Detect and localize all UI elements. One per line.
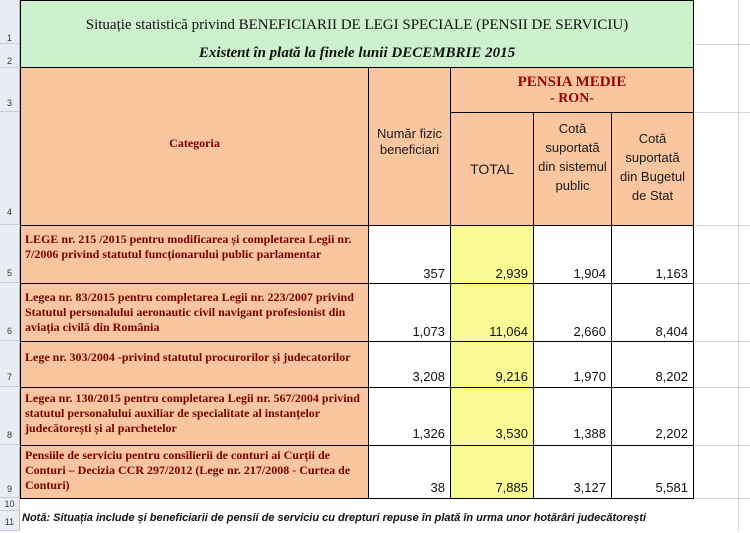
cell-public-1[interactable] bbox=[533, 225, 612, 284]
value-numar: 357 bbox=[423, 266, 445, 281]
row-categoria-4[interactable] bbox=[20, 387, 369, 446]
report-subtitle: Existent în plată la finele lunii DECEMBRIE 2015 bbox=[198, 45, 516, 61]
grid-line bbox=[694, 112, 750, 113]
cell-numar-3[interactable] bbox=[368, 341, 451, 388]
value-public: 1,970 bbox=[573, 369, 606, 384]
row-number[interactable]: 7 bbox=[0, 341, 19, 387]
row-number[interactable]: 4 bbox=[0, 112, 19, 225]
header-total[interactable] bbox=[450, 112, 534, 226]
value-numar: 38 bbox=[430, 480, 445, 495]
row-number[interactable]: 3 bbox=[0, 68, 19, 112]
categoria-text: Pensiile de serviciu pentru consilierii de conturi ai Curții de Conturi – Decizia CCR 297/2012 (Lege nr. 217/2008 - Curtea de Conturi) bbox=[25, 448, 351, 492]
value-stat: 1,163 bbox=[655, 266, 688, 281]
header-numar-beneficiari[interactable] bbox=[368, 67, 451, 226]
cell-numar-4[interactable] bbox=[368, 387, 451, 446]
cell-stat-5[interactable] bbox=[611, 445, 694, 499]
header-sistem-public-label: Cotă suportată din sistemul public bbox=[538, 121, 607, 193]
value-total: 3,530 bbox=[495, 426, 528, 441]
row-categoria-5[interactable] bbox=[20, 445, 369, 499]
header-pensia-medie[interactable] bbox=[450, 67, 694, 113]
cell-numar-1[interactable] bbox=[368, 225, 451, 284]
cell-public-4[interactable] bbox=[533, 387, 612, 446]
value-public: 2,660 bbox=[573, 324, 606, 339]
row-number[interactable]: 8 bbox=[0, 387, 19, 445]
header-sistem-public[interactable] bbox=[533, 112, 612, 226]
cell-stat-4[interactable] bbox=[611, 387, 694, 446]
row-number[interactable]: 5 bbox=[0, 225, 19, 283]
header-buget-stat[interactable] bbox=[611, 112, 694, 226]
title-block[interactable] bbox=[20, 0, 694, 68]
row-number[interactable]: 9 bbox=[0, 445, 19, 498]
header-categoria-label: Categoria bbox=[169, 136, 220, 150]
cell-stat-3[interactable] bbox=[611, 341, 694, 388]
grid-line bbox=[694, 445, 750, 446]
header-pensia-label: PENSIA MEDIE bbox=[517, 74, 627, 90]
cell-public-5[interactable] bbox=[533, 445, 612, 499]
grid-line bbox=[694, 283, 750, 284]
categoria-text: Legea nr. 83/2015 pentru completarea Legii nr. 223/2007 privind Statutul personalului aeronautic civil navigant profesionist din aviația civilă din România bbox=[25, 290, 354, 334]
grid-line bbox=[694, 225, 750, 226]
cell-numar-5[interactable] bbox=[368, 445, 451, 499]
cell-public-3[interactable] bbox=[533, 341, 612, 388]
value-numar: 3,208 bbox=[412, 369, 445, 384]
cell-numar-2[interactable] bbox=[368, 283, 451, 342]
row-number[interactable]: 1 bbox=[0, 0, 19, 44]
row-number[interactable]: 10 bbox=[0, 498, 19, 511]
footnote: Notă: Situația include și beneficiarii de pensii de serviciu cu drepturi repuse în plată în urma unor hotărâri judecătorești bbox=[22, 512, 647, 524]
value-total: 9,216 bbox=[495, 369, 528, 384]
row-categoria-1[interactable] bbox=[20, 225, 369, 284]
value-stat: 5,581 bbox=[655, 480, 688, 495]
report-title: Situație statistică privind BENEFICIARII DE LEGI SPECIALE (PENSII DE SERVICIU) bbox=[85, 17, 629, 33]
value-public: 1,388 bbox=[573, 426, 606, 441]
value-numar: 1,073 bbox=[412, 324, 445, 339]
row-number[interactable]: 6 bbox=[0, 283, 19, 341]
value-public: 3,127 bbox=[573, 480, 606, 495]
value-total: 11,064 bbox=[489, 324, 528, 339]
cell-total-1[interactable] bbox=[450, 225, 534, 284]
header-buget-stat-label: Cotă suportată din Bugetul de Stat bbox=[619, 131, 686, 203]
cell-total-5[interactable] bbox=[450, 445, 534, 499]
grid-line bbox=[694, 341, 750, 342]
categoria-text: Legea nr. 130/2015 pentru completarea Legii nr. 567/2004 privind statutul personalului auxiliar de specialitate al instanțelor judecătorești și al parchetelor bbox=[25, 391, 360, 435]
categoria-text: Lege nr. 303/2004 -privind statutul procurorilor și judecatorilor bbox=[25, 350, 351, 364]
header-numar-label: Număr fizic beneficiari bbox=[376, 126, 442, 157]
row-categoria-2[interactable] bbox=[20, 283, 369, 342]
row-number[interactable]: 2 bbox=[0, 44, 19, 68]
value-stat: 8,404 bbox=[655, 324, 688, 339]
cell-total-3[interactable] bbox=[450, 341, 534, 388]
row-number[interactable]: 11 bbox=[0, 511, 19, 531]
grid-line bbox=[694, 498, 750, 499]
header-ron-label: - RON- bbox=[550, 91, 594, 106]
value-numar: 1,326 bbox=[412, 426, 445, 441]
categoria-text: LEGE nr. 215 /2015 pentru modificarea și completarea Legii nr. 7/2006 privind statutul funcționarului public parlamentar bbox=[25, 232, 352, 261]
value-stat: 2,202 bbox=[655, 426, 688, 441]
cell-stat-2[interactable] bbox=[611, 283, 694, 342]
header-categoria[interactable] bbox=[20, 67, 369, 226]
grid-line bbox=[738, 0, 739, 531]
header-total-label: TOTAL bbox=[470, 161, 514, 177]
value-public: 1,904 bbox=[573, 266, 606, 281]
row-categoria-3[interactable] bbox=[20, 341, 369, 388]
cell-stat-1[interactable] bbox=[611, 225, 694, 284]
value-total: 2,939 bbox=[495, 266, 528, 281]
grid-line bbox=[694, 387, 750, 388]
cell-total-4[interactable] bbox=[450, 387, 534, 446]
value-stat: 8,202 bbox=[655, 369, 688, 384]
cell-total-2[interactable] bbox=[450, 283, 534, 342]
grid-line bbox=[694, 44, 750, 45]
cell-public-2[interactable] bbox=[533, 283, 612, 342]
value-total: 7,885 bbox=[495, 480, 528, 495]
